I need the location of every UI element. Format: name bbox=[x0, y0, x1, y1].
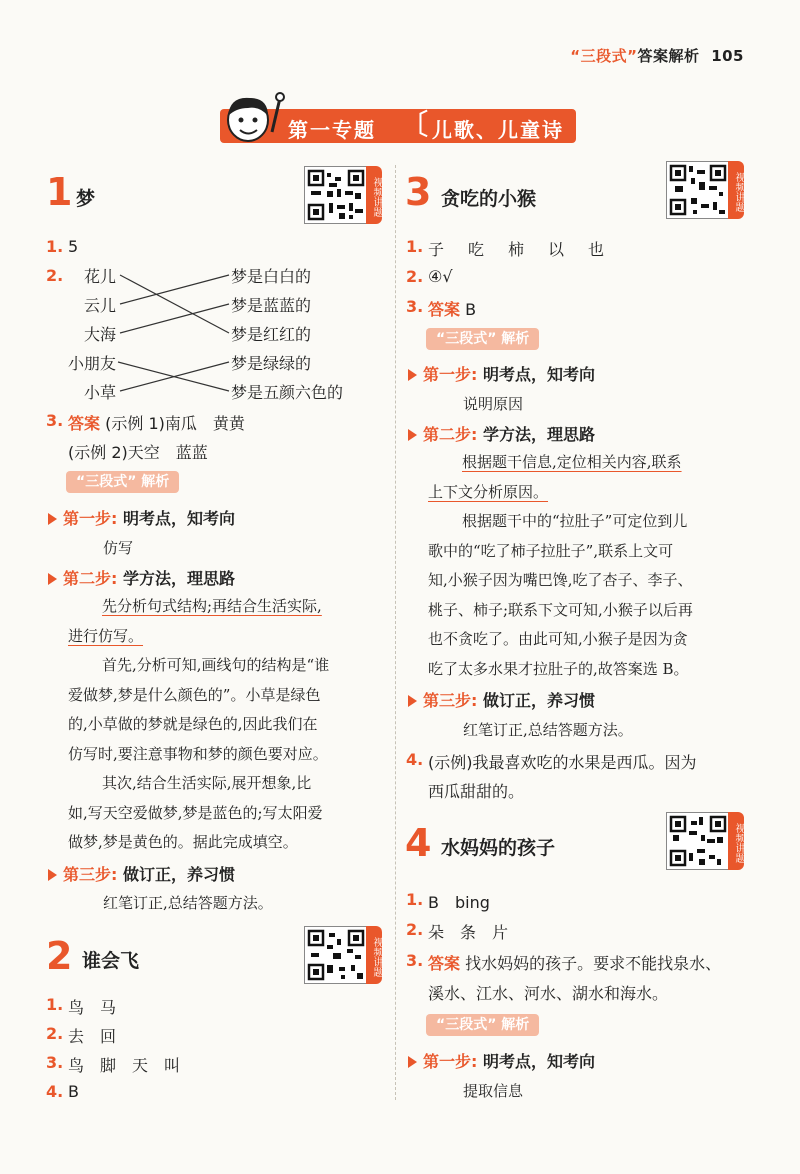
question-number: 2. bbox=[406, 920, 424, 939]
video-qr-code[interactable] bbox=[666, 161, 746, 219]
answer-text: B bing bbox=[428, 893, 490, 912]
qr-code-icon bbox=[666, 161, 730, 219]
question-number: 3. bbox=[46, 411, 64, 430]
banner-topic-number: 第一专题 bbox=[288, 118, 376, 142]
paragraph-line: 桃子、柿子;联系下文可知,小猴子以后再 bbox=[428, 600, 693, 619]
step-arrow-icon bbox=[408, 695, 417, 707]
section-title: 贪吃的小猴 bbox=[441, 188, 537, 210]
method-underlined: 上下文分析原因。 bbox=[428, 482, 549, 501]
question-number: 4. bbox=[46, 1082, 64, 1101]
step-heading bbox=[408, 1049, 595, 1072]
paragraph-line: 也不贪吃了。由此可知,小猴子是因为贪 bbox=[428, 630, 688, 648]
answer-text: 找水妈妈的孩子。要求不能找泉水、 bbox=[465, 954, 722, 973]
qr-label: 视频讲题 bbox=[366, 926, 382, 984]
match-left-item: 花儿 bbox=[84, 267, 117, 286]
question-number: 3. bbox=[46, 1053, 64, 1072]
answer-text: 朵 条 片 bbox=[428, 923, 509, 942]
answer-text: (示例 2)天空 蓝蓝 bbox=[68, 443, 208, 462]
paragraph-line: 首先,分析可知,画线句的结构是“谁 bbox=[102, 656, 330, 674]
answer-text: B bbox=[465, 300, 477, 319]
qr-code-icon bbox=[666, 812, 730, 870]
question-number: 1. bbox=[46, 237, 64, 256]
step-text: 明考点，知考向 bbox=[482, 1052, 595, 1071]
section-number: 3 bbox=[405, 170, 432, 214]
paragraph-line: 歌中的“吃了柿子拉肚子”,联系上文可 bbox=[428, 541, 674, 560]
step-label: 第一步: bbox=[423, 1052, 478, 1071]
match-left-item: 小朋友 bbox=[68, 354, 117, 373]
step-body: 仿写 bbox=[103, 539, 134, 557]
step-body: 红笔订正,总结答题方法。 bbox=[103, 894, 273, 912]
paragraph-line: 知,小猴子因为嘴巴馋,吃了杏子、李子、 bbox=[428, 571, 693, 589]
banner-topic-title: 儿歌、儿童诗 bbox=[432, 118, 564, 142]
step-heading bbox=[408, 362, 595, 385]
section-title: 谁会飞 bbox=[82, 950, 140, 972]
step-text: 明考点，知考向 bbox=[122, 509, 235, 528]
method-underlined: 进行仿写。 bbox=[68, 626, 144, 645]
answer-label: 答案 bbox=[428, 954, 461, 973]
answer-line bbox=[68, 411, 245, 434]
match-right-item: 梦是白白的 bbox=[231, 267, 312, 286]
answer-text: ④√ bbox=[428, 267, 453, 286]
qr-label: 视频讲题 bbox=[728, 161, 744, 219]
match-right-item: 梦是红红的 bbox=[231, 325, 312, 344]
page-number: 105 bbox=[711, 47, 744, 65]
step-heading bbox=[48, 862, 235, 885]
step-text: 做订正，养习惯 bbox=[482, 691, 595, 710]
answer-text: 鸟 马 bbox=[68, 998, 117, 1017]
step-label: 第三步: bbox=[63, 865, 118, 884]
paragraph-line: 根据题干中的“拉肚子”可定位到儿 bbox=[462, 512, 688, 530]
step-body: 红笔订正,总结答题方法。 bbox=[463, 721, 633, 739]
paragraph-line: 爱做梦,梦是什么颜色的”。小草是绿色 bbox=[68, 685, 321, 704]
match-left-item: 云儿 bbox=[84, 296, 117, 315]
step-label: 第一步: bbox=[63, 509, 118, 528]
question-number: 4. bbox=[406, 750, 424, 769]
badge-brand: “三段式” bbox=[436, 331, 497, 347]
method-underlined: 根据题干信息,定位相关内容,联系 bbox=[462, 453, 682, 471]
paragraph-line: 仿写时,要注意事物和梦的颜色要对应。 bbox=[68, 744, 328, 763]
step-label: 第一步: bbox=[423, 365, 478, 384]
qr-label: 视频讲题 bbox=[366, 166, 382, 224]
question-number: 2. bbox=[46, 1024, 64, 1043]
analysis-badge bbox=[66, 471, 179, 493]
answer-text: 溪水、江水、河水、湖水和海水。 bbox=[428, 984, 669, 1003]
answer-text: 西瓜甜甜的。 bbox=[428, 782, 525, 801]
match-right-item: 梦是绿绿的 bbox=[231, 354, 312, 373]
question-number: 1. bbox=[406, 237, 424, 256]
section-number: 1 bbox=[46, 170, 73, 214]
answer-text: (示例)我最喜欢吃的水果是西瓜。因为 bbox=[428, 753, 697, 772]
banner-bracket-icon: 〔 bbox=[400, 108, 429, 141]
question-number: 3. bbox=[406, 297, 424, 316]
step-label: 第二步: bbox=[423, 425, 478, 444]
step-heading bbox=[408, 688, 595, 711]
question-number: 3. bbox=[406, 951, 424, 970]
step-arrow-icon bbox=[48, 573, 57, 585]
step-label: 第三步: bbox=[423, 691, 478, 710]
paragraph-line: 如,写天空爱做梦,梦是蓝色的;写太阳爱 bbox=[68, 803, 323, 822]
step-text: 做订正，养习惯 bbox=[122, 865, 235, 884]
question-number: 2. bbox=[46, 266, 64, 285]
badge-label: 解析 bbox=[141, 474, 170, 490]
question-number: 1. bbox=[406, 890, 424, 909]
paragraph-line: 吃了太多水果才拉肚子的,故答案选 B。 bbox=[428, 659, 689, 678]
step-label: 第二步: bbox=[63, 569, 118, 588]
header-brand: “三段式” bbox=[570, 47, 638, 65]
step-heading bbox=[408, 422, 595, 445]
paragraph-line: 其次,结合生活实际,展开想象,比 bbox=[102, 774, 312, 792]
answer-line bbox=[428, 951, 721, 974]
qr-code-icon bbox=[304, 926, 368, 984]
step-text: 明考点，知考向 bbox=[482, 365, 595, 384]
paragraph-line: 做梦,梦是黄色的。据此完成填空。 bbox=[68, 833, 298, 851]
answer-text: 5 bbox=[68, 237, 79, 256]
answer-label: 答案 bbox=[68, 414, 101, 433]
step-body: 说明原因 bbox=[463, 395, 524, 413]
step-heading bbox=[48, 566, 235, 589]
step-arrow-icon bbox=[408, 429, 417, 441]
qr-label: 视频讲题 bbox=[728, 812, 744, 870]
section-title: 水妈妈的孩子 bbox=[441, 837, 556, 859]
answer-text: B bbox=[68, 1082, 79, 1101]
answer-text: 去 回 bbox=[68, 1027, 117, 1046]
answer-text: 子 吃 柿 以 也 bbox=[428, 240, 609, 259]
answer-text: (示例 1)南瓜 黄黄 bbox=[105, 414, 245, 433]
analysis-badge bbox=[426, 1014, 539, 1036]
question-number: 2. bbox=[406, 267, 424, 286]
badge-label: 解析 bbox=[501, 331, 530, 347]
section-number: 4 bbox=[405, 821, 432, 865]
paragraph-line: 的,小草做的梦就是绿色的,因此我们在 bbox=[68, 715, 318, 733]
badge-label: 解析 bbox=[501, 1017, 530, 1033]
step-heading bbox=[48, 506, 235, 529]
step-text: 学方法，理思路 bbox=[482, 425, 595, 444]
video-qr-code[interactable] bbox=[666, 812, 746, 870]
section-title: 梦 bbox=[76, 188, 96, 210]
match-right-item: 梦是蓝蓝的 bbox=[231, 296, 312, 315]
step-body bbox=[428, 448, 758, 684]
match-left-item: 小草 bbox=[84, 383, 117, 402]
step-body: 提取信息 bbox=[463, 1082, 524, 1100]
video-qr-code[interactable] bbox=[304, 926, 384, 984]
badge-brand: “三段式” bbox=[436, 1017, 497, 1033]
header-title: 答案解析 bbox=[637, 47, 700, 65]
question-number: 1. bbox=[46, 995, 64, 1014]
badge-brand: “三段式” bbox=[76, 474, 137, 490]
match-left-item: 大海 bbox=[84, 325, 117, 344]
step-arrow-icon bbox=[48, 513, 57, 525]
answer-label: 答案 bbox=[428, 300, 461, 319]
match-right-item: 梦是五颜六色的 bbox=[231, 383, 344, 402]
method-underlined: 先分析句式结构;再结合生活实际, bbox=[102, 597, 322, 615]
step-arrow-icon bbox=[408, 369, 417, 381]
step-text: 学方法，理思路 bbox=[122, 569, 235, 588]
section-number: 2 bbox=[46, 934, 73, 978]
answer-text: 鸟 脚 天 叫 bbox=[68, 1056, 181, 1075]
step-arrow-icon bbox=[408, 1056, 417, 1068]
analysis-badge bbox=[426, 328, 539, 350]
answer-line bbox=[428, 297, 476, 320]
step-arrow-icon bbox=[48, 869, 57, 881]
step-body bbox=[68, 592, 388, 858]
